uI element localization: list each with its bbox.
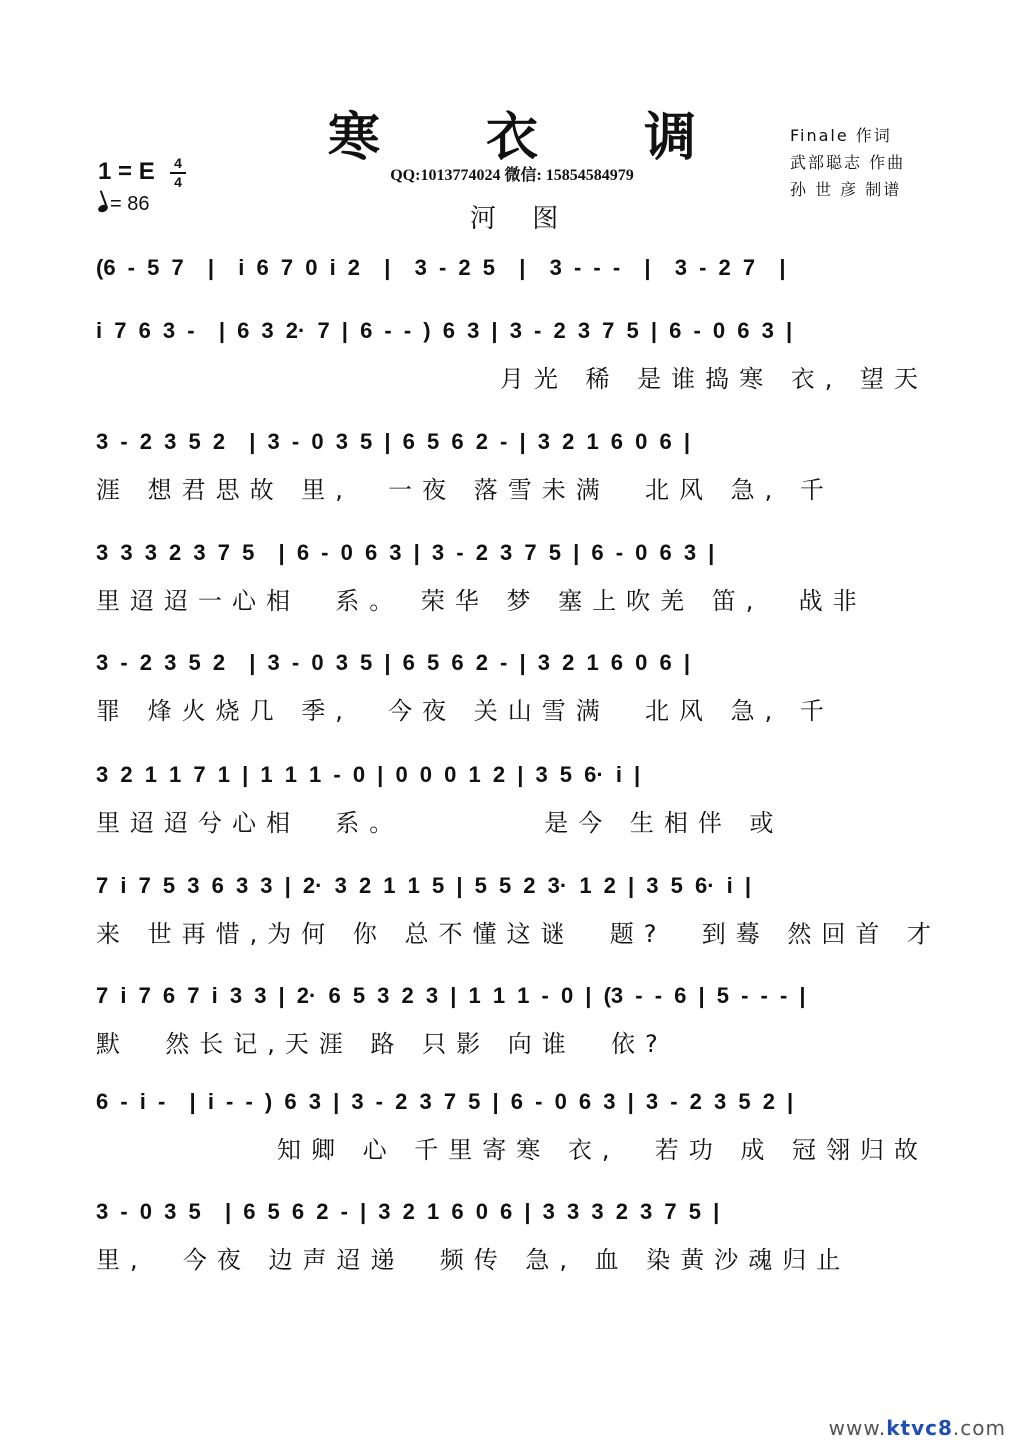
quarter-note-icon — [97, 204, 109, 214]
notation-line: 3 - 2 3 5 2 | 3 - 0 3 5 | 6 5 6 2 - | 3 2 1 6 0 6 | — [96, 650, 690, 675]
lyrics-line: 默 然长记,天涯 路 只影 向谁 依? — [96, 1030, 668, 1058]
lyrics-line: 里迢迢兮心相 系。 是今 生相伴 或 — [96, 809, 784, 837]
lyrics-line: 涯 想君思故 里, 一夜 落雪未满 北风 急, 千 — [96, 476, 834, 504]
credits — [790, 122, 905, 203]
lyricist: Finale 作词 — [790, 126, 892, 145]
notation-line: 7 i 7 6 7 i 3 3 | 2· 6 5 3 2 3 | 1 1 1 - 0 | (3 - - 6 | 5 - - - | — [96, 983, 806, 1008]
contact-line: QQ:1013774024 微信: 15854584979 — [390, 167, 634, 184]
watermark — [829, 1416, 1006, 1440]
singer-subtitle: 河 图 — [470, 204, 573, 234]
notation-line: 7 i 7 5 3 6 3 3 | 2· 3 2 1 1 5 | 5 5 2 3· 1 2 | 3 5 6· i | — [96, 873, 752, 898]
lyrics-line: 里, 今夜 边声迢递 频传 急, 血 染黄沙魂归止 — [96, 1246, 851, 1274]
lyrics-line: 来 世再惜,为何 你 总不懂这谜 题? 到蓦 然回首 才 — [96, 920, 942, 948]
notation-line: (6 - 5 7 | i 6 7 0 i 2 | 3 - 2 5 | 3 - - - | 3 - 2 7 | — [96, 255, 786, 280]
notation-line: 6 - i - | i - - ) 6 3 | 3 - 2 3 7 5 | 6 - 0 6 3 | 3 - 2 3 5 2 | — [96, 1089, 794, 1114]
time-top: 4 — [174, 155, 182, 171]
lyrics-line: 里迢迢一心相 系。 荣华 梦 塞上吹羌 笛, 战非 — [96, 587, 867, 615]
notation-line: 3 - 2 3 5 2 | 3 - 0 3 5 | 6 5 6 2 - | 3 2 1 6 0 6 | — [96, 429, 690, 454]
notation-line: i 7 6 3 - | 6 3 2· 7 | 6 - - ) 6 3 | 3 - 2 3 7 5 | 6 - 0 6 3 | — [96, 318, 793, 343]
watermark-brand: ktvc8 — [886, 1416, 953, 1440]
composer: 武部聪志 作曲 — [790, 153, 906, 172]
arranger: 孙 世 彦 制谱 — [790, 180, 902, 199]
notation-line: 3 - 0 3 5 | 6 5 6 2 - | 3 2 1 6 0 6 | 3 3 3 2 3 7 5 | — [96, 1199, 720, 1224]
watermark-prefix: www. — [828, 1416, 887, 1440]
time-bottom: 4 — [174, 174, 182, 190]
key-signature: 1 = E — [98, 158, 155, 185]
watermark-suffix: .com — [952, 1416, 1006, 1440]
notation-line: 3 2 1 1 7 1 | 1 1 1 - 0 | 0 0 0 1 2 | 3 5 6· i | — [96, 762, 641, 787]
tempo-value: = 86 — [110, 193, 150, 215]
tempo-marking — [98, 193, 149, 216]
lyrics-line: 罪 烽火烧几 季, 今夜 关山雪满 北风 急, 千 — [96, 697, 834, 725]
lyrics-line: 知卿 心 千里寄寒 衣, 若功 成 冠翎归故 — [276, 1136, 928, 1164]
time-signature — [170, 156, 186, 190]
notation-line: 3 3 3 2 3 7 5 | 6 - 0 6 3 | 3 - 2 3 7 5 | 6 - 0 6 3 | — [96, 540, 715, 565]
song-title: 寒 衣 调 — [327, 107, 741, 168]
lyrics-line: 月光 稀 是谁捣寒 衣, 望天 — [499, 365, 928, 393]
